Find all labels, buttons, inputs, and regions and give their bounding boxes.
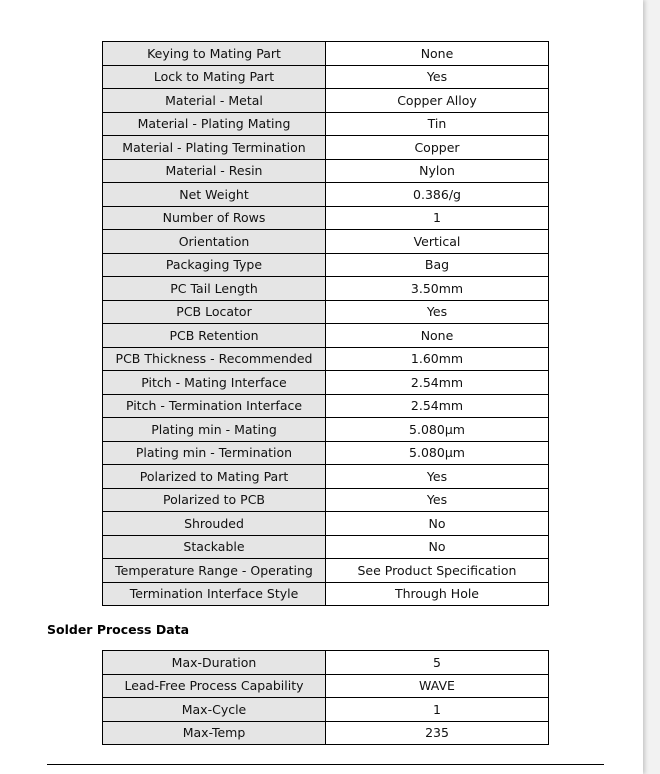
table-row [103,324,549,348]
solder-process-table-body [103,651,549,745]
table-row [103,488,549,512]
property-value-cell: Yes [326,65,549,89]
property-value-cell: 5.080µm [326,418,549,442]
table-row [103,89,549,113]
table-row [103,371,549,395]
section-heading-solder-process: Solder Process Data [47,622,190,637]
property-label-cell: Packaging Type [103,253,326,277]
property-value-cell: 0.386/g [326,183,549,207]
property-label-cell: Plating min - Termination [103,441,326,465]
property-label-cell: Max-Temp [103,721,326,745]
table-row [103,300,549,324]
table-row [103,159,549,183]
table-row [103,112,549,136]
property-value-cell: 3.50mm [326,277,549,301]
solder-process-table [102,650,549,745]
property-value-cell: WAVE [326,674,549,698]
table-row [103,721,549,745]
table-row [103,394,549,418]
property-value-cell: No [326,535,549,559]
property-value-cell: Copper Alloy [326,89,549,113]
property-value-cell: Through Hole [326,582,549,606]
property-label-cell: Orientation [103,230,326,254]
table-row [103,42,549,66]
property-value-cell: None [326,324,549,348]
property-value-cell: Tin [326,112,549,136]
property-value-cell: 1 [326,698,549,722]
table-row [103,65,549,89]
table-row [103,253,549,277]
table-row [103,136,549,160]
table-row [103,183,549,207]
property-value-cell: See Product Specification [326,559,549,583]
property-label-cell: Polarized to PCB [103,488,326,512]
property-value-cell: None [326,42,549,66]
property-value-cell: Bag [326,253,549,277]
property-label-cell: Max-Duration [103,651,326,675]
specifications-table [102,41,549,606]
property-value-cell: Nylon [326,159,549,183]
property-label-cell: Number of Rows [103,206,326,230]
property-label-cell: PCB Thickness - Recommended [103,347,326,371]
property-value-cell: Yes [326,488,549,512]
property-label-cell: Material - Resin [103,159,326,183]
table-row [103,277,549,301]
property-label-cell: Termination Interface Style [103,582,326,606]
property-value-cell: 2.54mm [326,394,549,418]
property-value-cell: 235 [326,721,549,745]
table-row [103,206,549,230]
property-value-cell: 1 [326,206,549,230]
table-row [103,512,549,536]
property-label-cell: Material - Metal [103,89,326,113]
property-label-cell: Polarized to Mating Part [103,465,326,489]
property-label-cell: PCB Retention [103,324,326,348]
property-label-cell: Material - Plating Mating [103,112,326,136]
property-value-cell: Yes [326,465,549,489]
property-value-cell: 1.60mm [326,347,549,371]
table-row [103,465,549,489]
table-row [103,418,549,442]
property-value-cell: Vertical [326,230,549,254]
property-label-cell: Pitch - Termination Interface [103,394,326,418]
property-label-cell: PCB Locator [103,300,326,324]
property-label-cell: Max-Cycle [103,698,326,722]
property-value-cell: Yes [326,300,549,324]
table-row [103,582,549,606]
property-label-cell: PC Tail Length [103,277,326,301]
specifications-table-body [103,42,549,606]
table-row [103,441,549,465]
property-label-cell: Pitch - Mating Interface [103,371,326,395]
property-value-cell: No [326,512,549,536]
property-label-cell: Stackable [103,535,326,559]
property-label-cell: Plating min - Mating [103,418,326,442]
property-label-cell: Lead-Free Process Capability [103,674,326,698]
table-row [103,230,549,254]
property-value-cell: 2.54mm [326,371,549,395]
property-label-cell: Shrouded [103,512,326,536]
property-label-cell: Temperature Range - Operating [103,559,326,583]
property-value-cell: 5 [326,651,549,675]
property-value-cell: 5.080µm [326,441,549,465]
table-row [103,674,549,698]
table-row [103,347,549,371]
property-label-cell: Keying to Mating Part [103,42,326,66]
table-row [103,535,549,559]
property-label-cell: Lock to Mating Part [103,65,326,89]
table-row [103,651,549,675]
footer-divider [47,764,604,765]
property-label-cell: Net Weight [103,183,326,207]
property-value-cell: Copper [326,136,549,160]
property-label-cell: Material - Plating Termination [103,136,326,160]
table-row [103,698,549,722]
table-row [103,559,549,583]
